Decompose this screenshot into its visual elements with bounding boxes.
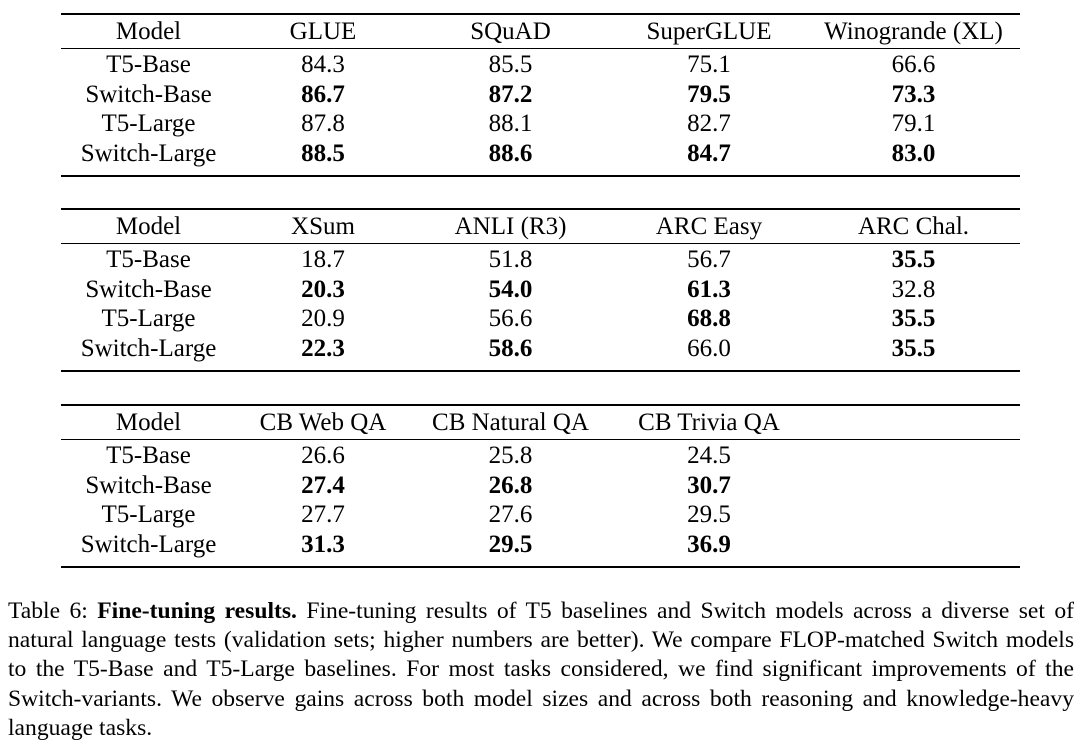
score-cell: 56.7 bbox=[687, 246, 731, 273]
header-cell bbox=[807, 406, 1020, 439]
model-name-cell: Switch-Base bbox=[85, 471, 212, 499]
score-cell: 29.5 bbox=[687, 501, 731, 528]
header-cell: CB Natural QA bbox=[432, 409, 589, 436]
best-score-cell: 73.3 bbox=[891, 80, 936, 108]
best-score-cell: 68.8 bbox=[687, 305, 731, 332]
score-cell bbox=[807, 500, 1020, 530]
score-cell bbox=[807, 441, 1020, 471]
score-cell: 27.7 bbox=[301, 501, 345, 528]
table-row bbox=[61, 334, 1020, 364]
header-cell: CB Trivia QA bbox=[638, 409, 780, 436]
best-score-cell: 83.0 bbox=[891, 139, 936, 167]
score-cell: 85.5 bbox=[488, 51, 533, 78]
score-cell bbox=[807, 530, 1020, 560]
score-cell: 66.6 bbox=[891, 51, 936, 78]
score-cell: 66.0 bbox=[687, 334, 731, 362]
table-row bbox=[61, 441, 1020, 471]
score-cell: 87.8 bbox=[301, 110, 345, 137]
score-cell: 84.3 bbox=[301, 51, 345, 78]
best-score-cell: 58.6 bbox=[488, 334, 533, 362]
best-score-cell: 22.3 bbox=[301, 334, 345, 362]
table-row bbox=[61, 500, 1020, 530]
score-cell: 18.7 bbox=[301, 246, 345, 273]
score-cell: 82.7 bbox=[687, 110, 731, 137]
best-score-cell: 30.7 bbox=[687, 471, 731, 499]
table-caption bbox=[8, 597, 1074, 743]
score-cell: 26.6 bbox=[301, 442, 345, 469]
table-header-row bbox=[61, 406, 1020, 440]
best-score-cell: 29.5 bbox=[488, 530, 533, 558]
best-score-cell: 27.4 bbox=[301, 471, 345, 499]
score-cell: 24.5 bbox=[687, 442, 731, 469]
header-cell: XSum bbox=[291, 213, 355, 240]
score-cell: 20.9 bbox=[301, 305, 345, 332]
best-score-cell: 31.3 bbox=[301, 530, 345, 558]
best-score-cell: 36.9 bbox=[687, 530, 731, 558]
best-score-cell: 88.6 bbox=[488, 139, 533, 167]
score-cell: 27.6 bbox=[488, 501, 533, 528]
results-table-1 bbox=[61, 13, 1020, 177]
model-name-cell: T5-Base bbox=[106, 442, 191, 469]
model-name-cell: T5-Base bbox=[106, 246, 191, 273]
header-cell: Model bbox=[115, 409, 182, 436]
score-cell: 88.1 bbox=[488, 110, 533, 137]
header-cell: SuperGLUE bbox=[646, 18, 772, 45]
caption-text: Fine-tuning results of T5 baselines and Switch models across a diverse set of natural language tests (validation sets; higher numbers are better). We compare FLOP-matched Switch models to the T5-Base and T5-Large baselines. For most tasks considered, we find significant improvements of the Switch-variants. We observe gains across both model sizes and across both reasoning and knowledge-heavy language tasks. bbox=[8, 598, 1074, 741]
best-score-cell: 87.2 bbox=[488, 80, 533, 108]
model-name-cell: Switch-Large bbox=[80, 530, 217, 558]
score-cell: 79.1 bbox=[891, 110, 936, 137]
score-cell: 51.8 bbox=[488, 246, 533, 273]
best-score-cell: 86.7 bbox=[301, 80, 345, 108]
model-name-cell: Switch-Base bbox=[85, 275, 212, 303]
caption-label: Table 6: bbox=[8, 598, 88, 624]
best-score-cell: 20.3 bbox=[301, 275, 345, 303]
best-score-cell: 61.3 bbox=[687, 275, 731, 303]
model-name-cell: Switch-Base bbox=[85, 80, 212, 108]
best-score-cell: 35.5 bbox=[891, 334, 936, 362]
results-table-2 bbox=[61, 208, 1020, 372]
table-row bbox=[61, 471, 1020, 501]
table-header-row bbox=[61, 210, 1020, 244]
best-score-cell: 35.5 bbox=[891, 305, 936, 332]
table-row bbox=[61, 80, 1020, 110]
table-header-row bbox=[61, 15, 1020, 49]
score-cell: 25.8 bbox=[488, 442, 533, 469]
score-cell: 75.1 bbox=[687, 51, 731, 78]
header-cell: ARC Easy bbox=[655, 213, 763, 240]
header-cell: Model bbox=[115, 18, 182, 45]
table-row bbox=[61, 245, 1020, 275]
model-name-cell: T5-Base bbox=[106, 51, 191, 78]
best-score-cell: 84.7 bbox=[687, 139, 731, 167]
best-score-cell: 88.5 bbox=[301, 139, 345, 167]
header-cell: ARC Chal. bbox=[857, 213, 970, 240]
model-name-cell: T5-Large bbox=[101, 501, 196, 528]
best-score-cell: 35.5 bbox=[891, 246, 936, 273]
best-score-cell: 79.5 bbox=[687, 80, 731, 108]
score-cell: 56.6 bbox=[488, 305, 533, 332]
table-row bbox=[61, 50, 1020, 80]
table-row bbox=[61, 275, 1020, 305]
score-cell bbox=[807, 471, 1020, 501]
header-cell: ANLI (R3) bbox=[454, 213, 567, 240]
model-name-cell: Switch-Large bbox=[80, 139, 217, 167]
header-cell: Winogrande (XL) bbox=[824, 18, 1003, 45]
header-cell: SQuAD bbox=[470, 18, 551, 45]
best-score-cell: 54.0 bbox=[488, 275, 533, 303]
score-cell: 32.8 bbox=[891, 275, 936, 303]
caption-title: Fine-tuning results. bbox=[97, 598, 297, 624]
table-row bbox=[61, 304, 1020, 334]
header-cell: CB Web QA bbox=[259, 409, 387, 436]
header-cell: Model bbox=[115, 213, 182, 240]
table-row bbox=[61, 109, 1020, 139]
header-cell: GLUE bbox=[289, 18, 357, 45]
model-name-cell: Switch-Large bbox=[80, 334, 217, 362]
model-name-cell: T5-Large bbox=[101, 110, 196, 137]
table-row bbox=[61, 139, 1020, 169]
best-score-cell: 26.8 bbox=[488, 471, 533, 499]
model-name-cell: T5-Large bbox=[101, 305, 196, 332]
table-row bbox=[61, 530, 1020, 560]
results-table-3 bbox=[61, 404, 1020, 568]
